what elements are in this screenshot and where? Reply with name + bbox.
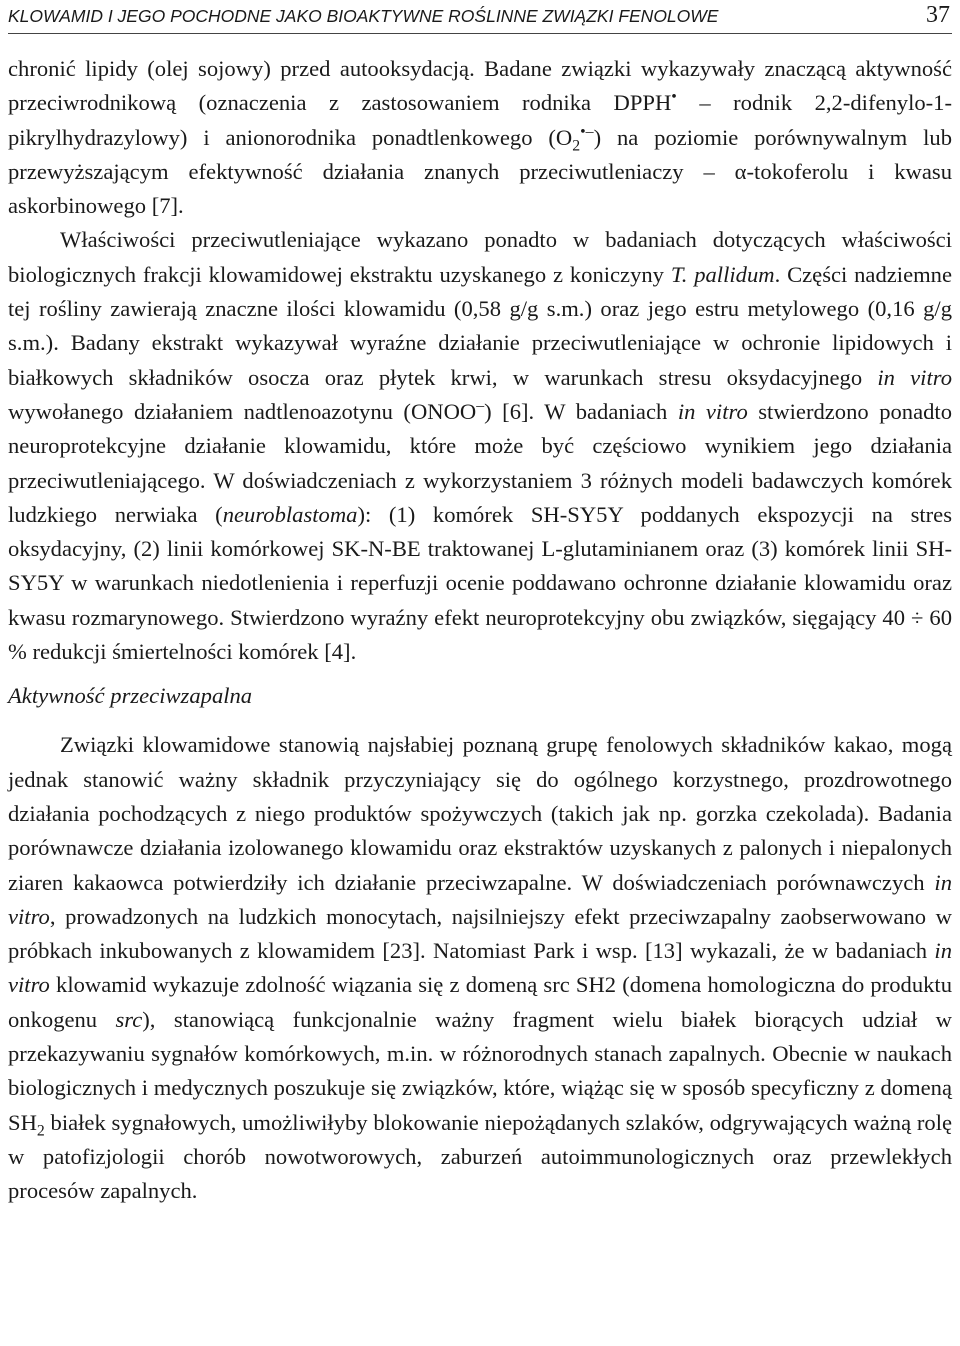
subscript: 2 [572,137,581,155]
page-number: 37 [926,2,950,28]
text-run: Związki klowamidowe stanowią najsłabiej poznaną grupę fenolowych składników kakao, mogą jednak stanowić ważny składnik przyczyniający się do ogólnego korzystnego, prozdrowotnego działania pochodzących z niego produktów spożywczych (takich jak np. gorzka czekolada). Badania porównawcze działania izolowanego klowamidu oraz ekstraktów uzyskanych z palonych i niepalonych ziaren kakaowca potwierdziły ich działanie przeciwzapalne. W doświadczeniach porównawczych [8,732,952,895]
text-run: klowamid wykazuje zdolność wiązania się z domeną src SH2 (domena homologiczna do produktu onkogenu [8,972,952,1032]
text-run: wywołanego działaniem nadtlenoazotynu (ONOO [8,398,477,424]
italic-term: src [115,1006,143,1032]
running-header [8,0,952,34]
text-run: ) [6]. W badaniach [484,398,678,424]
subscript: 2 [36,1122,45,1140]
body-text [8,52,952,1209]
text-run: stwierdzono ponadto neuroprotekcyjne działanie klowamidu, które może być częściowo wynikiem jego działania przeciwutleniającego. W doświadczeniach z wykorzystaniem 3 różnych modeli badawczych komórek ludzkiego nerwiaka ( [8,398,953,527]
text-run: ): (1) komórek SH-SY5Y poddanych ekspozycji na stres oksydacyjny, (2) linii komórkowej SK-N-BE traktowanej L-glutaminianem oraz (3) komórek linii SH-SY5Y w warunkach niedotlenienia i reperfuzji ocenie poddawano ochronne działanie klowamidu oraz kwasu rozmarynowego. Stwierdzono wyraźny efekt neuroprotekcyjny obu związków, sięgający 40 ÷ 60 % redukcji śmiertelności komórek [4]. [8,501,952,665]
text-run: ) na poziomie porównywalnym lub przewyższającym efektywność działania znanych przeciwutleniaczy – α-tokoferolu i kwasu askorbinowego [7]. [8,124,952,219]
text-run: ), stanowiącą funkcjonalnie ważny fragment wielu białek biorących udział w przekazywaniu sygnałów komórkowych, m.in. w różnorodnych stanach zapalnych. Obecnie w naukach biologicznych i medycznych poszukuje się związków, które, wiążąc się w sposób specyficzny z domeną SH [8,1006,952,1135]
italic-species-name: T. pallidum [670,261,775,287]
text-run: białek sygnałowych, umożliwiłyby blokowanie niepożądanych szlaków, odgrywających ważną rolę w patofizjologii chorób nowotworowych, zaburzeń autoimmunologicznych oraz przewlekłych procesów zapalnych. [8,1109,952,1204]
charge-superscript: – [476,397,485,415]
text-run: – rodnik 2,2-difenylo-1-pikrylhydrazylowy) i anionorodnika ponadtlenkowego (O [8,90,953,150]
paragraph-continuation [8,52,952,223]
italic-term: in vitro [8,869,952,929]
text-run: . Części nadziemne tej rośliny zawierają znaczne ilości klowamidu (0,58 g/g s.m.) oraz jego estru metylowego (0,16 g/g s.m.). Badany ekstrakt wykazywał wyraźne działanie przeciwutleniające w ochronie lipidowych i białkowych składników osocza oraz płytek krwi, w warunkach stresu oksydacyjnego [8,261,952,390]
radical-superscript: • [671,88,677,106]
text-run: Właściwości przeciwutleniające wykazano ponadto w badaniach dotyczących właściwości biologicznych frakcji klowamidowej ekstraktu uzyskanego z koniczyny [8,227,952,287]
running-title: KLOWAMID I JEGO POCHODNE JAKO BIOAKTYWNE ROŚLINNE ZWIĄZKI FENOLOWE [8,6,719,26]
italic-term: in vitro [677,398,748,424]
text-run: chronić lipidy (olej sojowy) przed autooksydacją. Badane związki wykazywały znaczącą aktywność przeciwrodnikową (oznaczenia z zastosowaniem rodnika DPPH [8,56,952,116]
section-heading: Aktywność przeciwzapalna [8,683,253,709]
paragraph-antioxidant [8,223,952,669]
paragraph-anti-inflammatory [8,728,952,1208]
italic-term: in vitro [8,938,952,998]
italic-term: in vitro [877,364,952,390]
italic-term: neuroblastoma [222,501,358,527]
radical-anion-superscript: •– [580,123,594,141]
text-run: , prowadzonych na ludzkich monocytach, najsilniejszy efekt przeciwzapalny zaobserwowano w próbkach inkubowanych z klowamidem [23]. Natomiast Park i wsp. [13] wykazali, że w badaniach [8,903,952,964]
